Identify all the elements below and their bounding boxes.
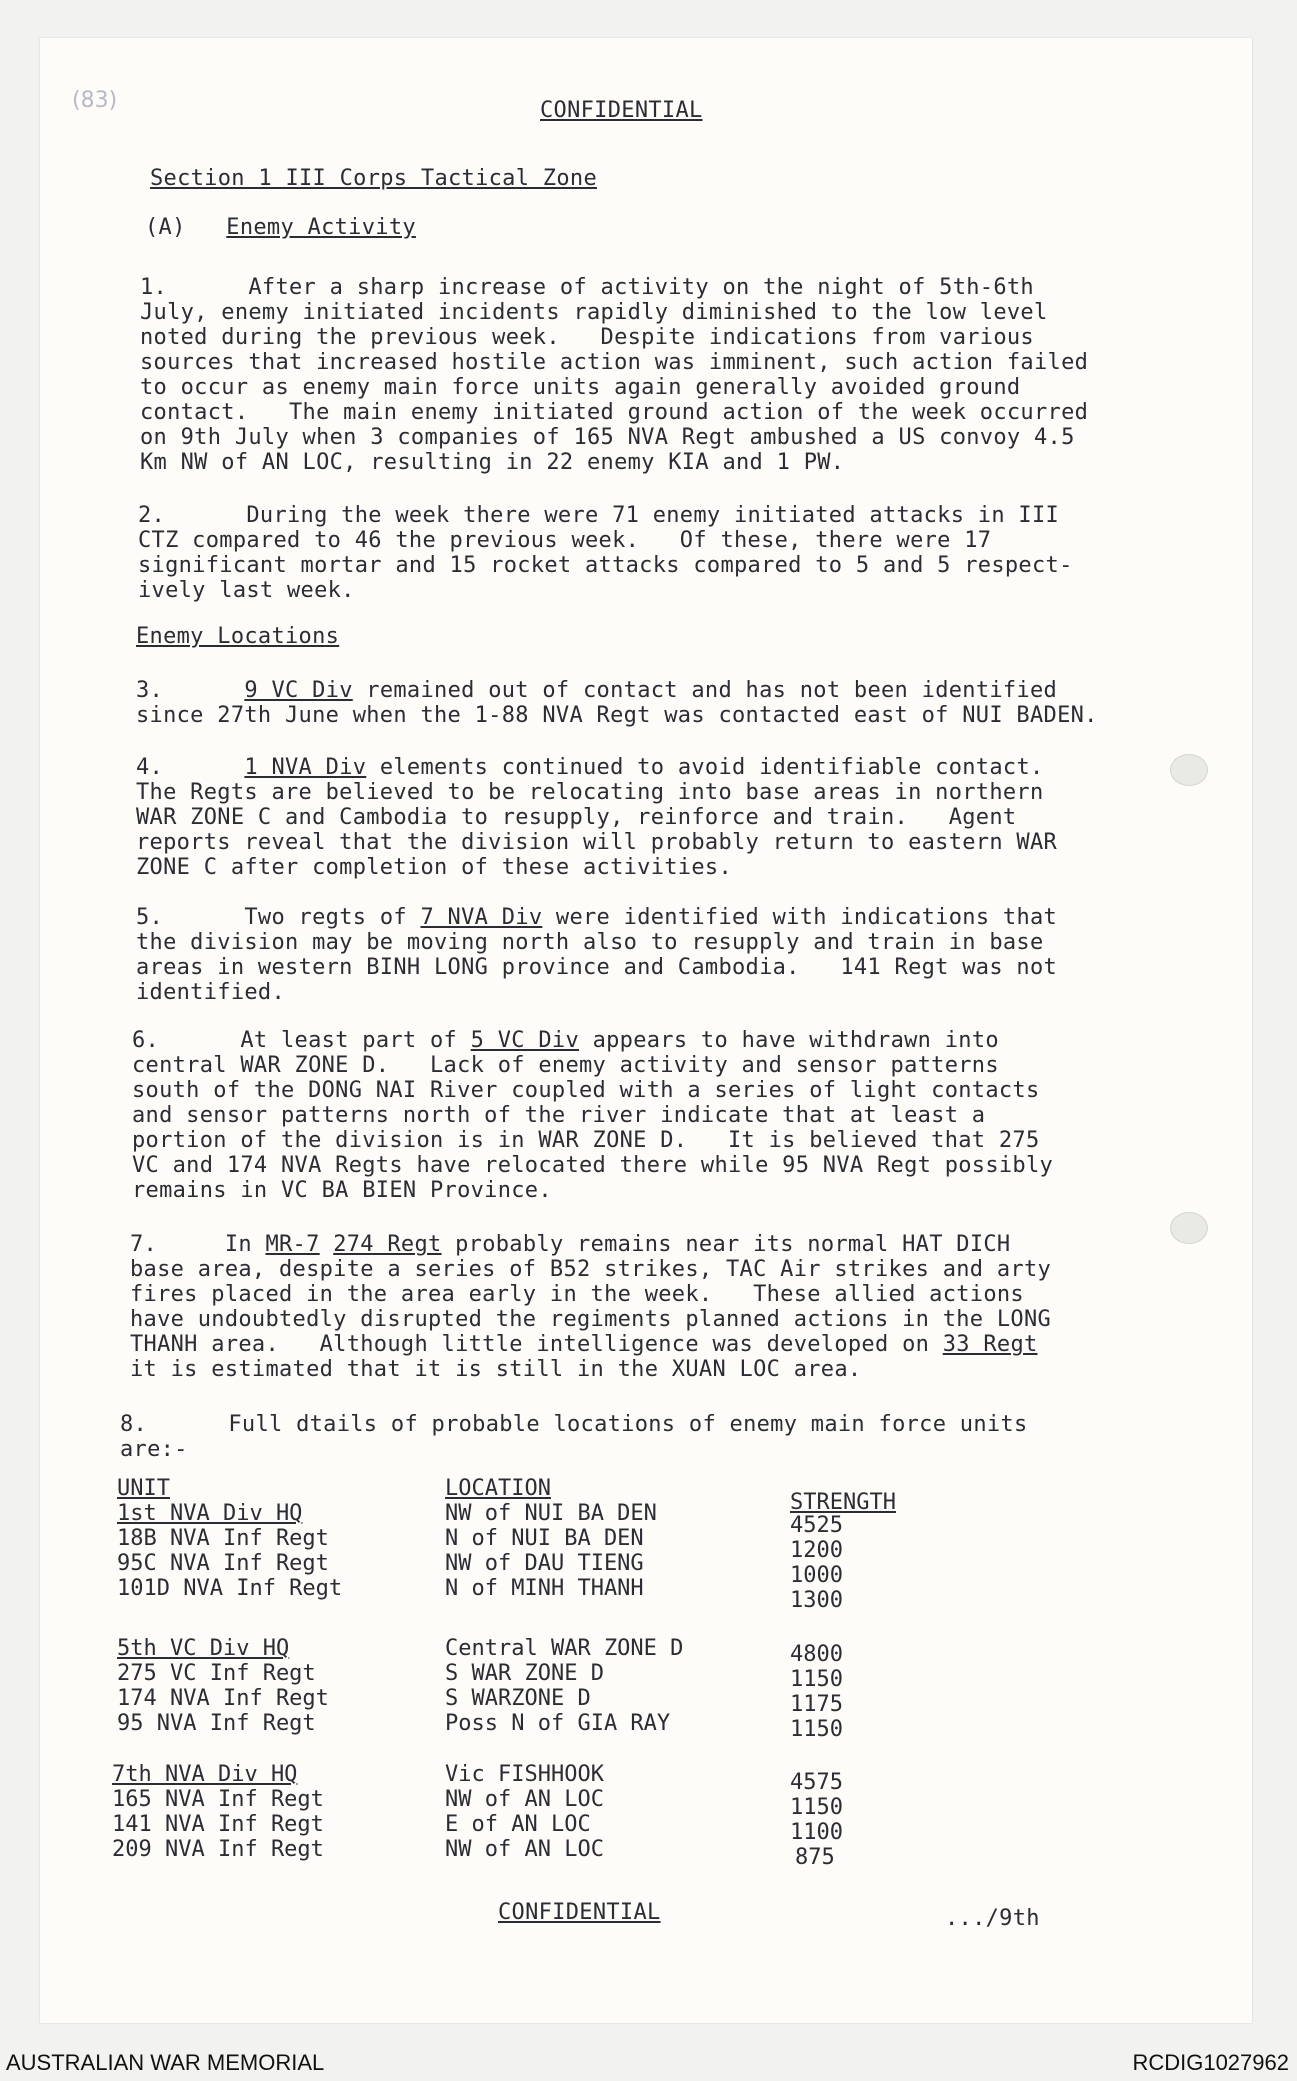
strength-cell: 4800 xyxy=(790,1642,843,1667)
table-row xyxy=(0,1837,1100,1870)
header-confidential: CONFIDENTIAL xyxy=(540,98,703,123)
strength-cell: 1300 xyxy=(790,1588,843,1613)
paragraph-1: 1. After a sharp increase of activity on the night of 5th-6th July, enemy initiated incidents rapidly diminished to the low level noted during the previous week. Despite indications from various sources that increased hostile action was imminent, such action failed to occur as enemy main force units again generally avoided ground contact. The main enemy initiated ground action of the week occurred on 9th July when 3 companies of 165 NVA Regt ambushed a US convoy 4.5 Km NW of AN LOC, resulting in 22 enemy KIA and 1 PW. xyxy=(140,275,1089,475)
strength-cell: 1175 xyxy=(790,1692,843,1717)
unit-cell: 95C NVA Inf Regt xyxy=(117,1551,329,1576)
unit-cell: 18B NVA Inf Regt xyxy=(117,1526,329,1551)
paragraph-6 xyxy=(132,1028,999,1053)
para7-mr: MR-7 xyxy=(265,1232,320,1257)
paragraph-6-body: central WAR ZONE D. Lack of enemy activity and sensor patterns south of the DONG NAI River coupled with a series of light contacts and sensor patterns north of the river indicate that at least a portion of the division is in WAR ZONE D. It is believed that 275 VC and 174 NVA Regts have relocated there while 95 NVA Regt possibly remains in VC BA BIEN Province. xyxy=(132,1053,1054,1203)
paragraph-3 xyxy=(136,678,1057,703)
strength-cell: 4575 xyxy=(790,1770,843,1795)
table-row xyxy=(0,1636,1100,1667)
location-cell: Poss N of GIA RAY xyxy=(445,1711,671,1736)
subsection-letter: (A) xyxy=(145,215,186,240)
para4-unit: 1 NVA Div xyxy=(244,755,367,780)
unit-cell: 165 NVA Inf Regt xyxy=(112,1787,324,1812)
table-row xyxy=(0,1551,1100,1588)
location-cell: N of MINH THANH xyxy=(445,1576,644,1601)
paragraph-7-end: it is estimated that it is still in the XUAN LOC area. xyxy=(130,1357,862,1382)
table-row xyxy=(0,1501,1100,1538)
para7-text: probably remains near its normal HAT DICH xyxy=(441,1232,1011,1257)
strength-cell: 1100 xyxy=(790,1820,843,1845)
para4-number: 4. xyxy=(136,755,164,780)
table-row xyxy=(0,1686,1100,1717)
para3-number: 3. xyxy=(136,678,164,703)
unit-cell: 209 NVA Inf Regt xyxy=(112,1837,324,1862)
paragraph-7 xyxy=(130,1232,1010,1257)
unit-cell: 7th NVA Div HQ xyxy=(112,1762,298,1787)
paragraph-4-body: The Regts are believed to be relocating into base areas in northern WAR ZONE C and Cambodia to resupply, reinforce and train. Agent reports reveal that the division will probably return to eastern WAR ZONE C after completion of these activities. xyxy=(136,780,1058,880)
paragraph-7-body xyxy=(130,1257,1051,1357)
strength-cell: 4525 xyxy=(790,1513,843,1538)
strength-cell: 1200 xyxy=(790,1538,843,1563)
strength-cell: 1150 xyxy=(790,1667,843,1692)
punch-hole-bottom xyxy=(1170,1212,1208,1244)
table-row xyxy=(0,1526,1100,1563)
paragraph-8: 8. Full dtails of probable locations of enemy main force units are:- xyxy=(120,1412,1028,1462)
unit-cell: 101D NVA Inf Regt xyxy=(117,1576,343,1601)
para4-text: elements continued to avoid identifiable contact. xyxy=(366,755,1044,780)
paragraph-2: 2. During the week there were 71 enemy initiated attacks in III CTZ compared to 46 the previous week. Of these, there were 17 significant mortar and 15 rocket attacks compared to 5 and 5 respect- ively last week. xyxy=(138,503,1073,603)
unit-cell: 95 NVA Inf Regt xyxy=(117,1711,316,1736)
archive-id: RCDIG1027962 xyxy=(1132,2050,1289,2075)
para6-pre: At least part of xyxy=(240,1028,471,1053)
para5-unit: 7 NVA Div xyxy=(420,905,543,930)
header-strength: STRENGTH xyxy=(790,1490,896,1515)
pencil-annotation: (83) xyxy=(72,88,118,113)
header-location: LOCATION xyxy=(445,1476,551,1501)
unit-cell: 5th VC Div HQ xyxy=(117,1636,290,1661)
para6-unit: 5 VC Div xyxy=(470,1028,580,1053)
subsection-title: Enemy Activity xyxy=(226,215,416,240)
subsection-heading xyxy=(145,215,416,240)
strength-cell: 1000 xyxy=(790,1563,843,1588)
para7-body-text: base area, despite a series of B52 strikes, TAC Air strikes and arty fires placed in the area early in the week. These allied actions have undoubtedly disrupted the regiments planned actions in the LONG THANH area. Although little intelligence was developed on xyxy=(130,1257,1052,1357)
para7-regt: 274 Regt xyxy=(333,1232,442,1257)
footer-confidential: CONFIDENTIAL xyxy=(498,1900,661,1925)
location-cell: NW of DAU TIENG xyxy=(445,1551,644,1576)
section-title: Section 1 III Corps Tactical Zone xyxy=(150,166,597,191)
location-cell: N of NUI BA DEN xyxy=(445,1526,644,1551)
para5-text: were identified with indications that xyxy=(542,905,1058,930)
archive-credit: AUSTRALIAN WAR MEMORIAL xyxy=(6,2050,325,2075)
table-row xyxy=(0,1787,1100,1820)
para5-number: 5. xyxy=(136,905,164,930)
para6-number: 6. xyxy=(132,1028,160,1053)
header-unit: UNIT xyxy=(117,1476,170,1501)
paragraph-3-line-2: since 27th June when the 1-88 NVA Regt was contacted east of NUI BADEN. xyxy=(136,703,1098,728)
table-row xyxy=(0,1762,1100,1795)
table-row xyxy=(0,1711,1100,1742)
strength-cell: 1150 xyxy=(790,1795,843,1820)
strength-cell: 1150 xyxy=(790,1717,843,1742)
table-row xyxy=(0,1812,1100,1845)
para3-unit: 9 VC Div xyxy=(244,678,353,703)
table-row xyxy=(0,1661,1100,1692)
enemy-locations-heading: Enemy Locations xyxy=(136,624,340,649)
paragraph-5-body: the division may be moving north also to resupply and train in base areas in western BINH LONG province and Cambodia. 141 Regt was not identified. xyxy=(136,930,1058,1005)
page-continuation: .../9th xyxy=(945,1906,1040,1931)
location-cell: S WAR ZONE D xyxy=(445,1661,604,1686)
punch-hole-top xyxy=(1170,754,1208,786)
location-cell: NW of NUI BA DEN xyxy=(445,1501,657,1526)
location-cell: Vic FISHHOOK xyxy=(445,1762,604,1787)
location-cell: Central WAR ZONE D xyxy=(445,1636,684,1661)
para6-text: appears to have withdrawn into xyxy=(579,1028,999,1053)
unit-cell: 141 NVA Inf Regt xyxy=(112,1812,324,1837)
strength-cell: 875 xyxy=(795,1845,835,1870)
para7-pre: In xyxy=(224,1232,266,1257)
location-cell: E of AN LOC xyxy=(445,1812,591,1837)
para3-text: remained out of contact and has not been identified xyxy=(352,678,1058,703)
unit-cell: 1st NVA Div HQ xyxy=(117,1501,303,1526)
para7-number: 7. xyxy=(130,1232,158,1257)
unit-cell: 174 NVA Inf Regt xyxy=(117,1686,329,1711)
location-cell: NW of AN LOC xyxy=(445,1787,604,1812)
location-cell: NW of AN LOC xyxy=(445,1837,604,1862)
para7-33-regt: 33 Regt xyxy=(942,1332,1038,1357)
unit-cell: 275 VC Inf Regt xyxy=(117,1661,316,1686)
location-cell: S WARZONE D xyxy=(445,1686,591,1711)
para5-pre: Two regts of xyxy=(244,905,421,930)
paragraph-5 xyxy=(136,905,1057,930)
table-row xyxy=(0,1576,1100,1613)
paragraph-4 xyxy=(136,755,1044,780)
